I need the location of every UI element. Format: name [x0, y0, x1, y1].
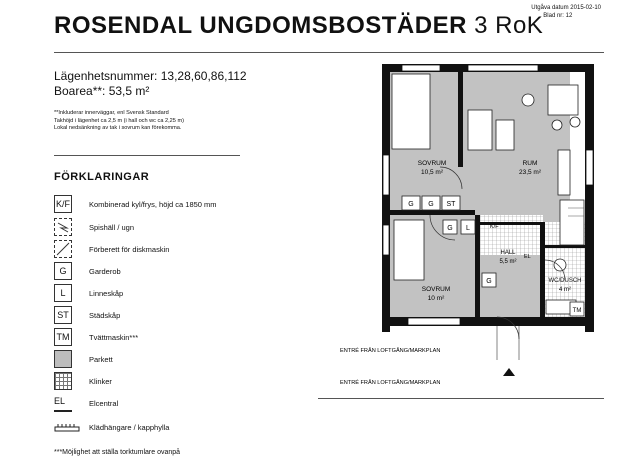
note-line: Lokal nedsänkning av tak i sovrum kan förekomma. [54, 125, 182, 131]
entrance-arrow-icon [503, 368, 515, 376]
document-meta [531, 4, 601, 20]
dishwasher-prep-icon [54, 240, 72, 258]
legend-item [54, 195, 304, 215]
bed [394, 220, 424, 280]
fixture-tm: TM [572, 308, 582, 314]
kitchen-counter [560, 200, 584, 245]
room-name-sovrum: SOVRUM [417, 160, 447, 167]
room-name-hall: HALL [500, 250, 516, 256]
room-area-hall: 5,5 m² [499, 259, 517, 265]
fixture-g: G [428, 201, 434, 208]
legend-item [54, 350, 304, 370]
legend-label: Garderob [89, 267, 121, 276]
washing-machine-icon: TM [54, 328, 72, 346]
legend-item [54, 262, 304, 282]
entrance-label: ENTRÉ FRÅN LOFTGÅNG/MARKPLAN [340, 348, 441, 354]
room-name-rum: RUM [522, 160, 538, 167]
legend-label: Spishäll / ugn [89, 223, 135, 232]
stove-icon [54, 218, 72, 236]
legend-item [54, 284, 304, 304]
issue-date: Utgåva datum 2015-02-10 [531, 5, 601, 11]
title-main: ROSENDAL UNGDOMSBOSTÄDER [54, 12, 467, 39]
footer-divider [318, 398, 604, 399]
electrical-panel-icon: EL [54, 394, 72, 412]
room-area-wc: 4 m² [559, 287, 571, 293]
page-title [54, 12, 543, 40]
entrance-label: ENTRÉ FRÅN LOFTGÅNG/MARKPLAN [340, 380, 441, 386]
legend-label: Förberett för diskmaskin [89, 245, 170, 254]
legend-label: Klinker [89, 377, 112, 386]
room-name-sovrum: SOVRUM [421, 286, 451, 293]
fixture-kf: K/F [490, 224, 499, 230]
legend-item [54, 218, 304, 238]
legend-item [54, 328, 304, 348]
room-name-wc: WC/DUSCH [548, 278, 582, 284]
fixture-l: L [466, 225, 470, 232]
tile-swatch-icon [54, 372, 72, 390]
room-area-sovrum: 10 m² [427, 295, 445, 302]
sheet-number: Blad nr: 12 [543, 13, 573, 19]
legend-heading: FÖRKLARINGAR [54, 171, 150, 183]
room-area-sovrum: 10,5 m² [420, 169, 444, 176]
apartment-info [54, 69, 247, 99]
fixture-st: ST [446, 201, 456, 208]
fixture-g: G [447, 225, 453, 232]
legend-item [54, 372, 304, 392]
legend-item [54, 240, 304, 260]
info-notes [54, 110, 184, 133]
legend-label: Linneskåp [89, 289, 124, 298]
room-area-rum: 23,5 m² [518, 169, 542, 176]
fixture-g: G [486, 278, 492, 285]
info-divider [54, 155, 240, 156]
entrance-guides [497, 326, 519, 360]
wardrobe-icon: G [54, 262, 72, 280]
legend-label: Städskåp [89, 311, 121, 320]
cleaning-cabinet-icon: ST [54, 306, 72, 324]
legend-label: Tvättmaskin*** [89, 333, 139, 342]
legend-label: Parkett [89, 355, 113, 364]
linen-cabinet-icon: L [54, 284, 72, 302]
apartment-numbers: Lägenhetsnummer: 13,28,60,86,112 [54, 69, 247, 83]
legend-footnote: ***Möjlighet att ställa torktumlare ovanpå [54, 449, 181, 456]
note-line: Takhöjd i lägenhet ca 2,5 m (i hall och wc ca 2,25 m) [54, 117, 184, 124]
living-area: Boarea**: 53,5 m² [54, 84, 150, 98]
floor-plan [300, 52, 625, 397]
note-line: **Inkluderar innerväggar, enl Svensk Standard [54, 110, 169, 116]
bed [392, 74, 430, 149]
legend-item [54, 394, 304, 414]
legend-item [54, 418, 304, 438]
legend-label: Kombinerad kyl/frys, höjd ca 1850 mm [89, 200, 217, 209]
legend-label: Elcentral [89, 399, 119, 408]
parquet-swatch-icon [54, 350, 72, 368]
fixture-el: EL [524, 254, 531, 260]
coat-rack-icon [54, 418, 80, 436]
fridge-freezer-icon: K/F [54, 195, 72, 213]
legend-label: Klädhängare / kapphylla [89, 423, 170, 432]
fixture-g: G [408, 201, 414, 208]
title-suffix: 3 RoK [474, 12, 544, 39]
legend-item [54, 306, 304, 326]
